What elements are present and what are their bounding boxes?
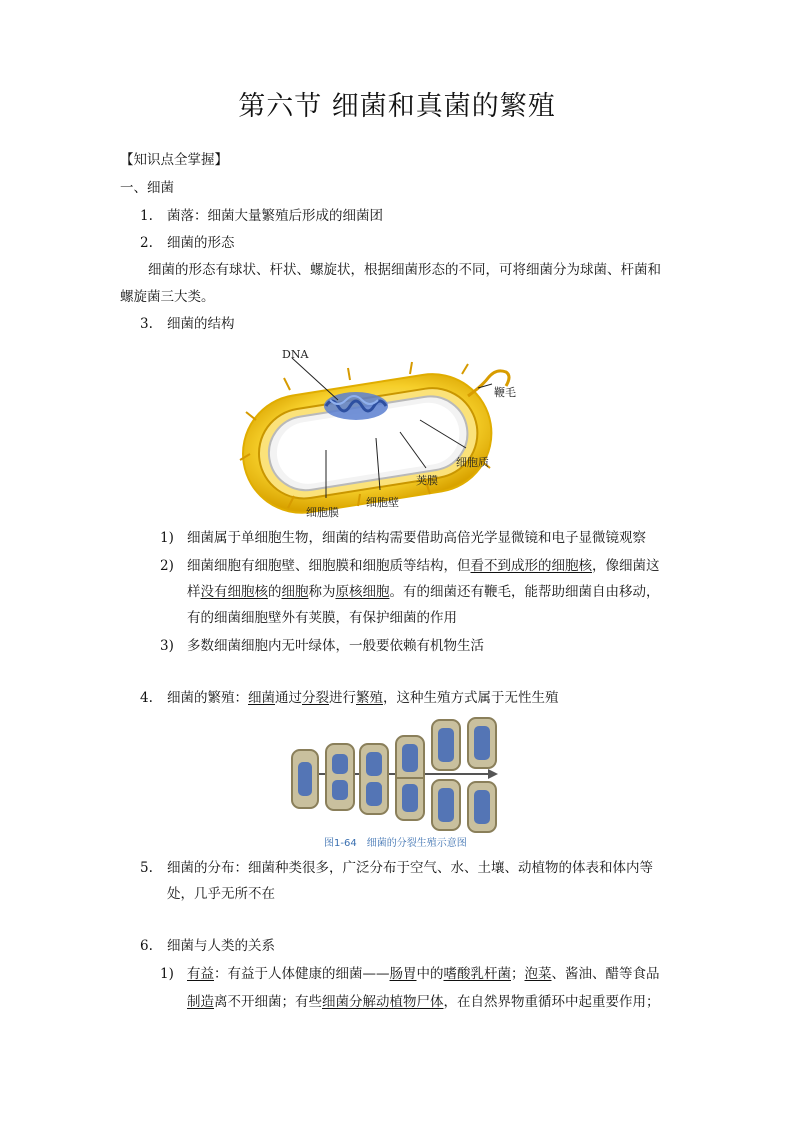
underlined-term: 没有细胞核 bbox=[200, 584, 268, 600]
text-run: ：有益于人体健康的细菌—— bbox=[214, 966, 390, 982]
underlined-term: 繁殖 bbox=[356, 690, 383, 706]
underlined-term: 制造 bbox=[187, 994, 214, 1010]
part-heading-bacteria: 一、细菌 bbox=[120, 180, 174, 196]
bacteria-structure-diagram bbox=[230, 344, 560, 522]
underlined-term: 有益 bbox=[187, 966, 214, 982]
underlined-term: 分裂 bbox=[302, 690, 329, 706]
sub-item-text: 细菌属于单细胞生物，细菌的结构需要借助高倍光学显微镜和电子显微镜观察 bbox=[187, 530, 646, 546]
item-text-colony: 菌落：细菌大量繁殖后形成的细菌团 bbox=[167, 208, 383, 224]
paragraph-line: 螺旋菌三大类。 bbox=[120, 289, 215, 305]
sub-item-line bbox=[187, 992, 660, 1012]
text-run: ； bbox=[511, 966, 525, 982]
item-number: 2. bbox=[140, 235, 153, 251]
text-run: ，像细菌这 bbox=[592, 558, 660, 574]
underlined-term: 原核细胞 bbox=[335, 584, 390, 600]
text-run: 进行 bbox=[329, 690, 356, 706]
underlined-term: 细胞 bbox=[281, 584, 309, 600]
sub-item-line: 有的细菌细胞壁外有荚膜，有保护细菌的作用 bbox=[187, 610, 457, 626]
fission-cell bbox=[326, 744, 354, 810]
item-text-relationship: 细菌与人类的关系 bbox=[167, 938, 275, 954]
text-run: ，在自然界物重循环中起重要作用； bbox=[443, 994, 660, 1010]
label-cell-wall: 细胞壁 bbox=[366, 496, 399, 509]
section-heading: 【知识点全掌握】 bbox=[120, 152, 228, 168]
text-run: 的 bbox=[268, 584, 282, 600]
sub-item-number: 2) bbox=[160, 558, 174, 574]
label-flagellum: 鞭毛 bbox=[494, 386, 516, 399]
sub-item-text: 多数细菌细胞内无叶绿体，一般要依赖有机物生活 bbox=[187, 638, 484, 654]
fission-cell bbox=[396, 736, 424, 820]
text-run: 、酱油、醋等食品 bbox=[551, 966, 660, 982]
item-number: 4. bbox=[140, 690, 153, 706]
sub-item-line bbox=[187, 964, 660, 984]
bacteria-fission-diagram bbox=[288, 714, 508, 850]
figure-caption: 图1-64 细菌的分裂生殖示意图 bbox=[324, 838, 467, 849]
text-run: 。有的细菌还有鞭毛，能帮助细菌自由移动， bbox=[389, 584, 660, 600]
item-text-structure: 细菌的结构 bbox=[167, 316, 235, 332]
item-number: 5. bbox=[140, 860, 153, 876]
label-dna: DNA bbox=[282, 348, 309, 361]
underlined-term: 泡菜 bbox=[524, 966, 552, 982]
item-text-reproduction bbox=[167, 688, 559, 708]
underlined-term: 嗜酸乳杆菌 bbox=[443, 966, 511, 982]
arrow-head bbox=[488, 769, 498, 779]
label-capsule: 荚膜 bbox=[416, 474, 438, 487]
sub-item-number: 1) bbox=[160, 530, 174, 546]
underlined-term: 细菌分解动植物尸体 bbox=[322, 994, 444, 1010]
label-cell-membrane: 细胞膜 bbox=[306, 506, 339, 519]
text-run: 离不开细菌；有些 bbox=[214, 994, 322, 1010]
paragraph-line: 细菌的形态有球状、杆状、螺旋状，根据细菌形态的不同，可将细菌分为球菌、杆菌和 bbox=[148, 262, 661, 278]
text-run: 称为 bbox=[308, 584, 336, 600]
label-cytoplasm: 细胞质 bbox=[456, 456, 489, 469]
text-run: 细菌细胞有细胞壁、细胞膜和细胞质等结构，但 bbox=[187, 558, 471, 574]
item-number: 1. bbox=[140, 208, 153, 224]
sub-item-number: 1) bbox=[160, 966, 174, 982]
underlined-term: 肠胃 bbox=[389, 966, 417, 982]
text-run: 样 bbox=[187, 584, 201, 600]
underlined-term: 细菌 bbox=[248, 690, 275, 706]
text-run: ，这种生殖方式属于无性生殖 bbox=[383, 690, 559, 706]
text-run: 细菌的繁殖： bbox=[167, 690, 248, 706]
underlined-term: 看不到成形的细胞核 bbox=[470, 558, 592, 574]
item-text-morphology: 细菌的形态 bbox=[167, 235, 235, 251]
sub-item-line bbox=[187, 556, 660, 576]
item-number: 6. bbox=[140, 938, 153, 954]
text-run: 中的 bbox=[416, 966, 444, 982]
sub-item-line bbox=[187, 582, 660, 602]
text-run: 通过 bbox=[275, 690, 302, 706]
item-number: 3. bbox=[140, 316, 153, 332]
fission-cell bbox=[360, 744, 388, 814]
page-title: 第六节 细菌和真菌的繁殖 bbox=[238, 91, 556, 122]
fission-cell bbox=[292, 750, 318, 808]
item-text-distribution: 细菌的分布：细菌种类很多，广泛分布于空气、水、土壤、动植物的体表和体内等 bbox=[167, 860, 653, 876]
item-text-distribution-cont: 处，几乎无所不在 bbox=[167, 886, 275, 902]
sub-item-number: 3) bbox=[160, 638, 174, 654]
